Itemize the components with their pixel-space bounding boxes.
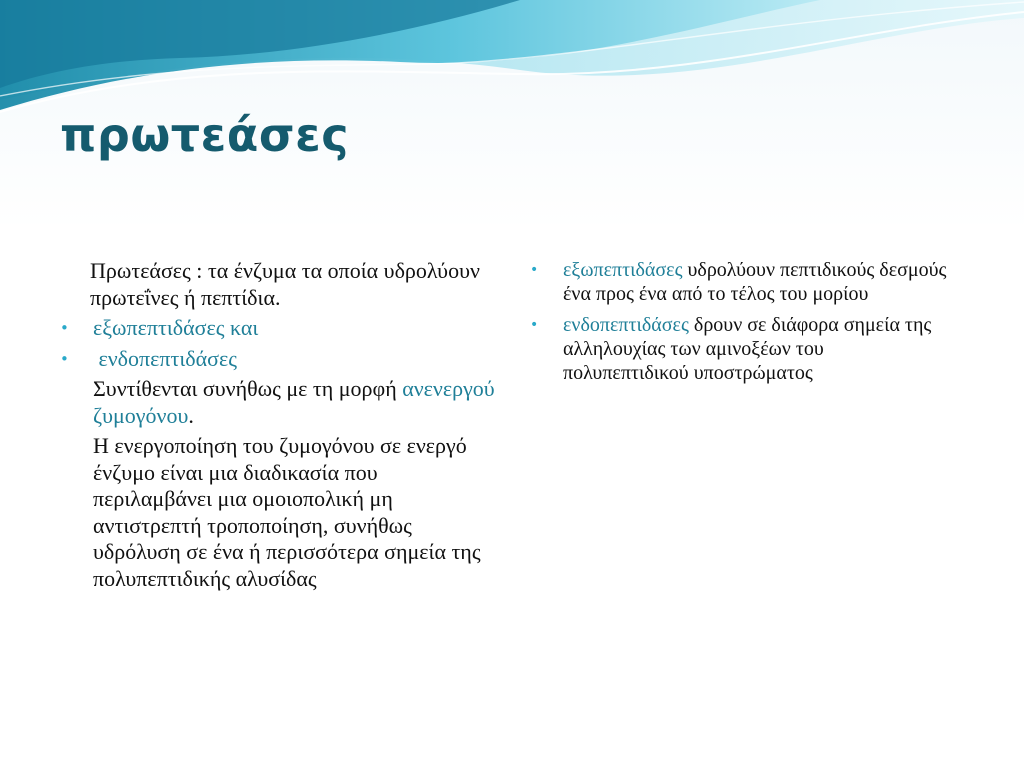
- zymogen-term: ανενεργού ζυμογόνου: [93, 376, 495, 428]
- bullet-dot-icon: •: [530, 317, 539, 333]
- bullet-dot-icon: •: [60, 319, 69, 337]
- bullet-item-endopeptidases: [60, 346, 500, 373]
- activation-paragraph: [60, 433, 500, 592]
- bullet-description: δρουν σε διάφορα σημεία της αλληλουχίας των αμινοξέων του πολυπεπτιδικού υποστρώματος: [563, 314, 932, 384]
- bullet-item-exopeptidases-detail: [530, 258, 950, 306]
- zymogen-text: Συντίθενται συνήθως με τη μορφή: [93, 376, 403, 401]
- zymogen-paragraph: [60, 376, 500, 429]
- bullet-item-endopeptidases-detail: [530, 313, 950, 385]
- bullet-item-exopeptidases: [60, 315, 500, 342]
- definition-text: Πρωτεάσες : τα ένζυμα τα οποία υδρολύουν πρωτεΐνες ή πεπτίδια.: [90, 258, 480, 310]
- bullet-dot-icon: •: [60, 349, 69, 368]
- right-content: [530, 258, 950, 392]
- slide-title: πρωτεάσες: [60, 108, 350, 162]
- bullet-dot-icon: •: [530, 262, 539, 278]
- bullet-description: υδρολύουν πεπτιδικούς δεσμούς ένα προς ένα από το τέλος του μορίου: [563, 259, 947, 305]
- zymogen-end: .: [188, 402, 194, 428]
- definition-paragraph: [60, 258, 500, 311]
- left-content: [60, 258, 500, 596]
- bullet-text: ενδοπεπτιδάσες: [93, 345, 237, 371]
- bullet-text: εξωπεπτιδάσες και: [93, 315, 259, 340]
- activation-text: Η ενεργοποίηση του ζυμογόνου σε ενεργό ένζυμο είναι μια διαδικασία που περιλαμβάνει μια ομοιοπολική μη αντιστρεπτή τροποποίηση, συνήθως υδρόλυση σε ένα ή περισσότερα σημεία της πολυπεπτιδικής αλυσίδας: [93, 433, 481, 591]
- bullet-term: εξωπεπτιδάσες: [563, 259, 683, 281]
- bullet-term: ενδοπεπτιδάσες: [563, 314, 689, 336]
